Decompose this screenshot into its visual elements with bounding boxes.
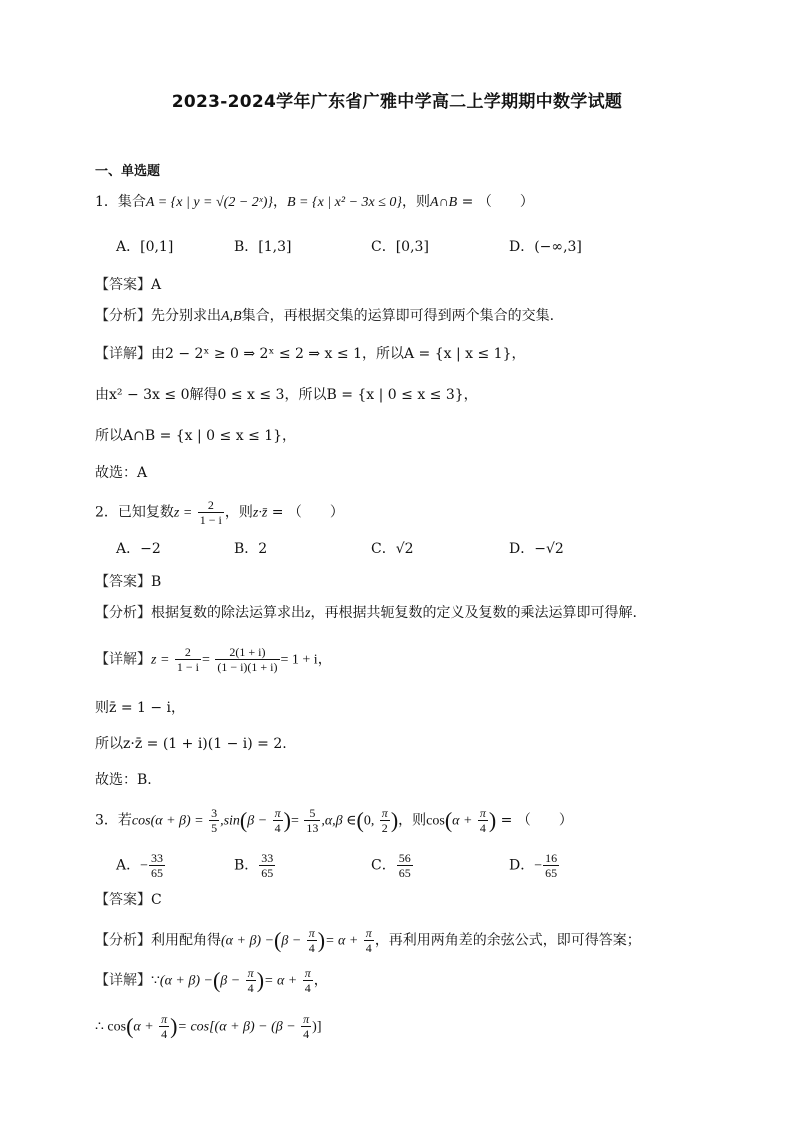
q2-option-d: D．−√2 xyxy=(509,541,564,557)
q1-option-c: C．[0,3] xyxy=(371,239,429,255)
q3-detail-line-2: ∴ cos(α + $\frac{\pi}{4}$ )= cos[(α + β) − (β − $\frac{\pi}{4}$ )] xyxy=(95,1012,322,1041)
q1-option-b: B．[1,3] xyxy=(234,239,292,255)
page-title: 2023-2024学年广东省广雅中学高二上学期期中数学试题 xyxy=(171,92,623,112)
q3-answer: 【答案】C xyxy=(95,892,162,908)
q2-detail-line-3: 所以z·z̄ = (1 + i)(1 − i) = 2. xyxy=(95,736,287,752)
q1-detail-line-2: 由x² − 3x ≤ 0解得0 ≤ x ≤ 3，所以B = {x | 0 ≤ x ≤ 3}， xyxy=(95,387,478,403)
q2-answer: 【答案】B xyxy=(95,574,162,590)
q2-detail-line-2: 则z̄ = 1 − i， xyxy=(95,700,186,716)
section-heading: 一、单选题 xyxy=(95,164,161,179)
q1-option-d: D．(−∞,3] xyxy=(509,239,582,255)
q2-option-c: C．√2 xyxy=(371,541,414,557)
q1-option-a: A．[0,1] xyxy=(116,239,174,255)
q2-option-b: B．2 xyxy=(234,541,268,557)
q3-option-a: A．− $\frac{33}{65}$ xyxy=(116,851,164,880)
question-2: 2．已知复数z = $\frac{2}{1 - i}$ ，则z·z̄ = （ ） xyxy=(95,498,344,527)
q1-analysis: 【分析】先分别求出A,B集合，再根据交集的运算即可得到两个集合的交集. xyxy=(95,308,555,324)
q2-choice: 故选：B. xyxy=(95,772,152,788)
q1-detail-line-1: 【详解】由2 − 2ˣ ≥ 0 ⇒ 2ˣ ≤ 2 ⇒ x ≤ 1，所以A = {x | x ≤ 1}， xyxy=(95,346,526,362)
q3-option-b: B． $\frac{33}{65}$ xyxy=(234,851,274,880)
question-1: 1．集合A = {x | y = √(2 − 2ˣ)}，B = {x | x² − 3x ≤ 0}，则A∩B = （ ） xyxy=(95,194,534,210)
question-3: 3．若cos(α + β) = $\frac{3}{5}$ ,sin(β − $\frac{\pi}{4}$ )= $\frac{5}{13}$ ,α,β ∈(0, $\frac{\pi}{2}$ )，则cos(α + $\frac{\pi}{4}$ ) = （ ） xyxy=(95,806,573,835)
q3-option-c: C． $\frac{56}{65}$ xyxy=(371,851,411,880)
q1-detail-line-3: 所以A∩B = {x | 0 ≤ x ≤ 1}， xyxy=(95,428,297,444)
q1-choice: 故选：A xyxy=(95,465,148,481)
q2-analysis: 【分析】根据复数的除法运算求出z，再根据共轭复数的定义及复数的乘法运算即可得解. xyxy=(95,605,637,621)
q2-detail-line-1: 【详解】z = $\frac{2}{1 - i}$ = $\frac{2(1 + i)}{(1 - i)(1 + i)}$ = 1 + i， xyxy=(95,645,332,674)
q3-analysis: 【分析】利用配角得(α + β) −(β − $\frac{\pi}{4}$ )= α + $\frac{\pi}{4}$ ，再利用两角差的余弦公式，即可得答案； xyxy=(95,926,641,955)
q3-option-d: D．− $\frac{16}{65}$ xyxy=(509,851,558,880)
q1-answer: 【答案】A xyxy=(95,277,162,293)
q2-option-a: A．−2 xyxy=(116,541,161,557)
q3-detail-line-1: 【详解】∵(α + β) −(β − $\frac{\pi}{4}$ )= α + $\frac{\pi}{4}$ ， xyxy=(95,966,328,995)
